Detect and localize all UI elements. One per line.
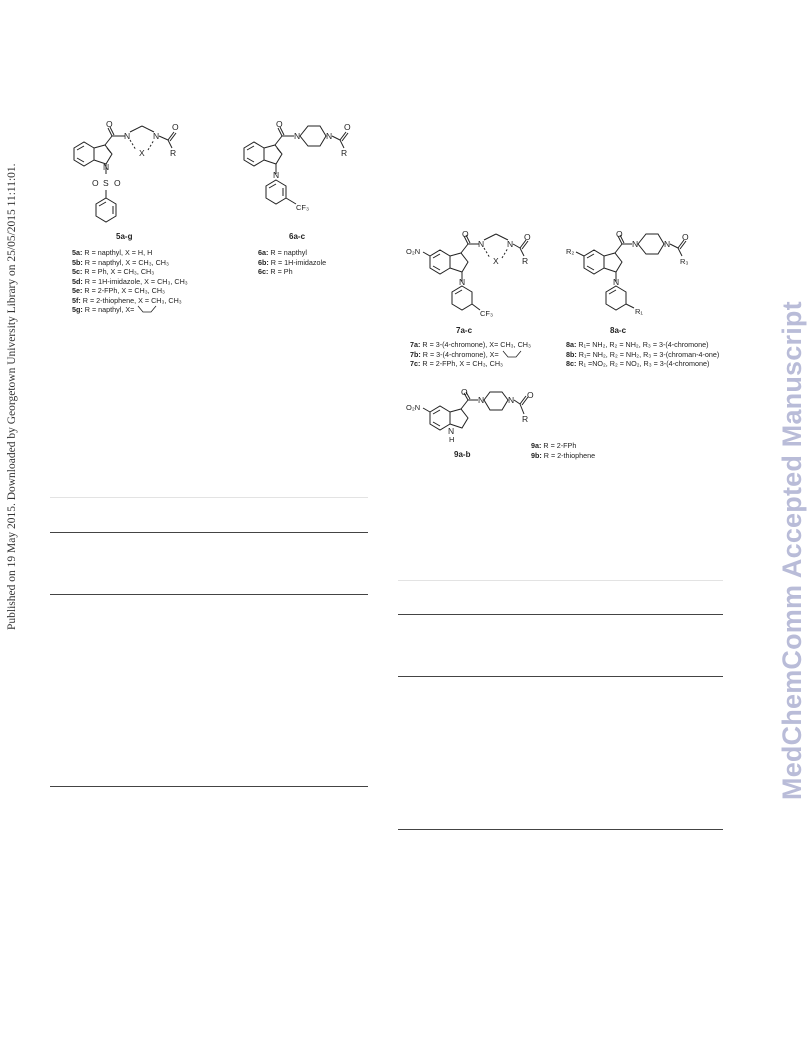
substituent-item-5d: 5d: R = 1H-imidazole, X = CH₃, CH₃ — [72, 276, 188, 286]
atom-O: O — [527, 390, 534, 400]
structure-8 — [564, 229, 704, 322]
atom-O: O — [682, 232, 689, 242]
compound-label-5: 5a-g — [116, 232, 133, 241]
compound-label-9: 9a-b — [454, 450, 471, 459]
atom-N: N — [478, 395, 485, 405]
atom-O: O — [616, 229, 623, 239]
atom-O: O — [92, 178, 99, 188]
substituent-list-9 — [531, 441, 595, 460]
substituent-item-5c: 5c: R = Ph, X = CH₃, CH₃ — [72, 267, 155, 276]
substituent-item-6a: 6a: R = napthyl — [258, 248, 307, 257]
substituent-item-7c: 7c: R = 2-FPh, X = CH₃, CH₃ — [410, 359, 503, 368]
atom-O2N: O₂N — [406, 403, 421, 412]
cyclo-linker-glyph — [501, 350, 523, 358]
substituent-item-5b: 5b: R = napthyl, X = CH₃, CH₃ — [72, 257, 169, 267]
atom-H: H — [449, 435, 455, 444]
atom-O: O — [461, 387, 468, 397]
atom-N: N — [632, 239, 639, 249]
substituent-item-5g: 5g: R = napthyl, X= — [72, 305, 188, 315]
table-rule — [398, 676, 723, 677]
table-rule — [398, 614, 723, 615]
atom-N: N — [613, 277, 620, 287]
atom-O: O — [462, 229, 469, 239]
table-rule — [50, 786, 368, 787]
watermark-text: MedChemComm Accepted Manuscript — [777, 301, 807, 800]
substituent-item-6c: 6c: R = Ph — [258, 267, 293, 276]
substituent-item-5e: 5e: R = 2-FPh, X = CH₃, CH₃ — [72, 286, 165, 295]
substituent-item-9a: 9a: R = 2-FPh — [531, 441, 577, 450]
compound-label-8: 8a-c — [610, 326, 627, 335]
table-rule — [50, 532, 368, 533]
substituent-list-7 — [410, 340, 531, 369]
atom-R: R — [341, 148, 348, 158]
atom-N: N — [124, 131, 131, 141]
atom-N: N — [478, 239, 485, 249]
atom-CF3: CF₃ — [296, 203, 310, 212]
substituent-item-7a: 7a: R = 3-(4-chromone), X= CH₃, CH₃ — [410, 340, 531, 349]
atom-N: N — [664, 239, 671, 249]
compound-label-7: 7a-c — [456, 326, 473, 335]
substituent-item-9b: 9b: R = 2-thiophene — [531, 450, 596, 460]
atom-N: N — [153, 131, 160, 141]
table-rule — [398, 829, 723, 830]
atom-N: N — [103, 162, 110, 172]
atom-R2: R₂ — [566, 247, 575, 256]
atom-N: N — [326, 131, 333, 141]
substituent-list-8 — [566, 340, 719, 369]
side-publication-note — [0, 0, 24, 1039]
atom-N: N — [459, 277, 466, 287]
atom-O: O — [276, 119, 283, 129]
substituent-item-6b: 6b: R = 1H-imidazole — [258, 257, 327, 267]
atom-N: N — [507, 239, 514, 249]
table-rule — [398, 580, 723, 581]
table-rule — [50, 497, 368, 498]
atom-S: S — [103, 178, 109, 188]
atom-N: N — [448, 426, 455, 436]
atom-O: O — [524, 232, 531, 242]
accepted-manuscript-watermark — [733, 0, 807, 1039]
atom-R1: R₁ — [635, 307, 643, 316]
atom-X: X — [139, 148, 145, 158]
substituent-item-8a: 8a: R₁= NH₂, R₂ = NH₂, R₃ = 3-(4-chromone) — [566, 340, 709, 349]
atom-R: R — [170, 148, 177, 158]
atom-O2N: O₂N — [406, 247, 421, 256]
atom-O: O — [106, 119, 113, 129]
substituent-item-7b: 7b: R = 3-(4-chromone), X= — [410, 350, 531, 360]
atom-R: R — [522, 256, 529, 266]
substituent-item-8b: 8b: R₁= NH₂, R₂ = NH₂, R₃ = 3-(chroman-4-one) — [566, 349, 720, 359]
atom-X: X — [493, 256, 499, 266]
substituent-list-5 — [72, 248, 188, 315]
substituent-item-5a: 5a: R = napthyl, X = H, H — [72, 248, 153, 257]
substituent-list-6 — [258, 248, 326, 277]
atom-R3: R₃ — [680, 257, 689, 266]
atom-O: O — [114, 178, 121, 188]
structure-5 — [60, 118, 200, 228]
atom-R: R — [522, 414, 529, 424]
atom-CF3: CF₃ — [480, 309, 494, 318]
atom-N: N — [273, 170, 280, 180]
atom-O: O — [344, 122, 351, 132]
structure-7 — [404, 229, 554, 322]
publication-note-text: Published on 19 May 2015. Downloaded by Georgetown University Library on 25/05/2015 11:11:01. — [6, 163, 18, 630]
atom-N: N — [294, 131, 301, 141]
structure-6 — [236, 118, 366, 218]
atom-N: N — [508, 395, 515, 405]
structure-9 — [404, 387, 544, 452]
atom-O: O — [172, 122, 179, 132]
cyclo-linker-glyph — [136, 305, 158, 313]
table-rule — [50, 594, 368, 595]
substituent-item-5f: 5f: R = 2-thiophene, X = CH₃, CH₃ — [72, 295, 182, 305]
substituent-item-8c: 8c: R₁ =NO₂, R₂ = NO₂, R₃ = 3-(4-chromone) — [566, 359, 710, 368]
compound-label-6: 6a-c — [289, 232, 306, 241]
